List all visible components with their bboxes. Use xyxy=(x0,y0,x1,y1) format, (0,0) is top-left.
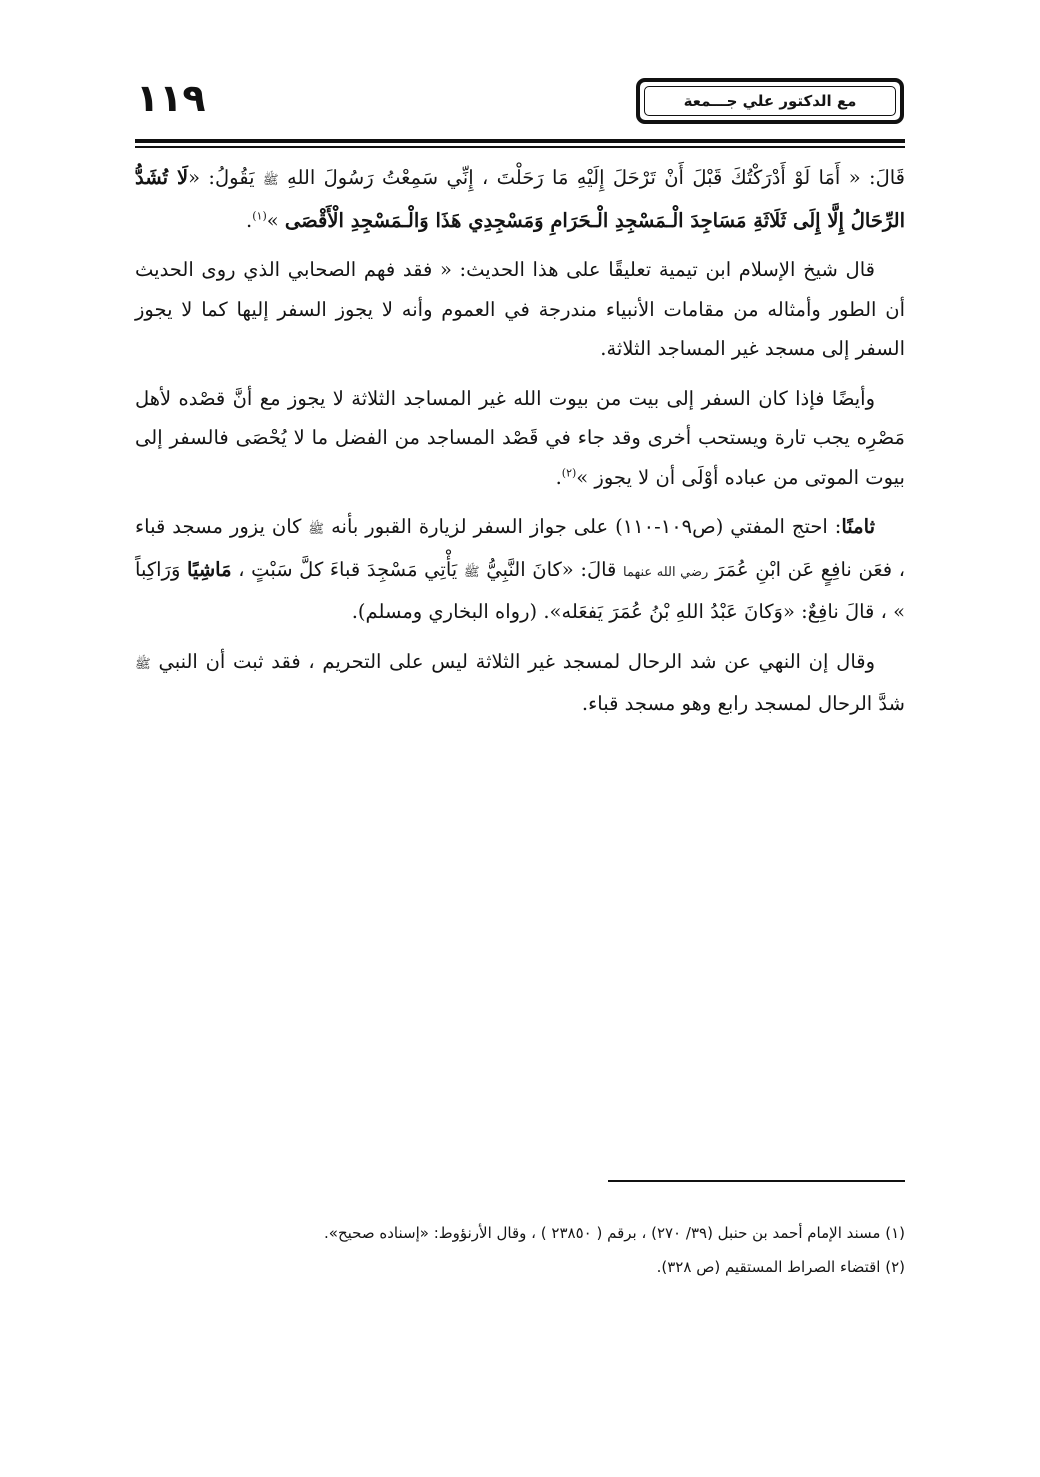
bold-word: مَاشِيًا xyxy=(187,557,232,581)
salawat-ligature: ﷺ xyxy=(308,522,325,537)
text-run: يَأْتِي مَسْجِدَ قباءَ كلَّ سَبْتٍ ، xyxy=(231,557,464,581)
text-run: قالَ: «كانَ النَّبِيُّ xyxy=(479,557,624,581)
header-rule-thin xyxy=(135,146,905,148)
footnote-ref-2: (٢) xyxy=(561,466,577,479)
page-body xyxy=(135,158,905,734)
salawat-ligature: ﷺ xyxy=(262,173,279,188)
header-rule-thick xyxy=(135,139,905,143)
text-run: وأيضًا فإذا كان السفر إلى بيت من بيوت الله غير المساجد الثلاثة لا يجوز مع أنَّ قصْده لأهل مَصْرِه يجب تارة ويستحب أخرى وقد جاء في قَصْد المساجد من الفضل ما لا يُحْصَى فالسفر إلى بيوت الموتى من عباده أوْلَى أن لا يجوز » xyxy=(135,386,905,489)
text-run: قَالَ: « أَمَا لَوْ أَدْرَكْتُكَ قَبْلَ أَنْ تَرْحَلَ إِلَيْهِ مَا رَحَلْتَ ، إِنِّي سَمِعْتُ رَسُولَ اللهِ xyxy=(278,166,905,189)
text-run: . xyxy=(246,208,253,232)
running-title: مع الدكتور علي جـــمعة xyxy=(644,86,896,116)
text-run: » xyxy=(266,208,285,232)
text-run: وَرَاكِباً » ، قالَ نافِعٌ: «وَكانَ عَبْدُ اللهِ بْنُ عُمَرَ يَفعَله». (رواه البخاري ومسلم). xyxy=(135,557,905,623)
text-run: كان يزور مسجد قباء ، فعَن نافِعٍ عَن ابْنِ عُمَرَ xyxy=(135,515,905,581)
paragraph-5 xyxy=(135,642,905,724)
paragraph-1 xyxy=(135,158,905,240)
footnote-1: (١) مسند الإمام أحمد بن حنبل (٣٩/ ٢٧٠) ، برقم ( ٢٣٨٥٠ ) ، وقال الأرنؤوط: «إسناده صحيح». xyxy=(324,1224,905,1242)
footnotes xyxy=(135,1218,905,1286)
section-label: ثامنًا xyxy=(841,515,875,538)
text-run: يَقُولُ: « xyxy=(188,166,263,189)
hadith-quote: لَا تُشَدُّ الرِّحَالُ إِلَّا إِلَى ثَلَاثَةِ مَسَاجِدَ الْـمَسْجِدِ الْـحَرَامِ وَمَسْجِدِي هَذَا وَالْـمَسْجِدِ الْأَقْصَى xyxy=(135,166,905,232)
text-run: وقال إن النهي عن شد الرحال لمسجد غير الثلاثة ليس على التحريم ، فقد ثبت أن النبي xyxy=(150,649,875,673)
text-run: . xyxy=(555,465,562,489)
running-title-box xyxy=(636,78,904,124)
footnote-2: (٢) اقتضاء الصراط المستقيم (ص ٣٢٨). xyxy=(656,1258,905,1276)
radiya-ligature: رضي الله عنهما xyxy=(623,564,709,580)
footnote-separator xyxy=(608,1180,905,1182)
page-number: ١١٩ xyxy=(136,76,206,120)
paragraph-3 xyxy=(135,379,905,498)
salawat-ligature: ﷺ xyxy=(135,656,151,672)
text-run: : احتج المفتي (ص١٠٩-١١٠) على جواز السفر لزيارة القبور بأنه xyxy=(324,515,842,538)
footnote-ref-1: (١) xyxy=(252,209,267,222)
paragraph-4 xyxy=(135,507,905,632)
paragraph-2: قال شيخ الإسلام ابن تيمية تعليقًا على هذا الحديث: « فقد فهم الصحابي الذي روى الحديث أن الطور وأمثاله من مقامات الأنبياء مندرجة في العموم وأنه لا يجوز السفر إليها كما لا يجوز السفر إلى مسجد غير المساجد الثلاثة. xyxy=(135,258,905,360)
salawat-ligature: ﷺ xyxy=(463,564,480,580)
text-run: شدَّ الرحال لمسجد رابع وهو مسجد قباء. xyxy=(581,692,905,715)
